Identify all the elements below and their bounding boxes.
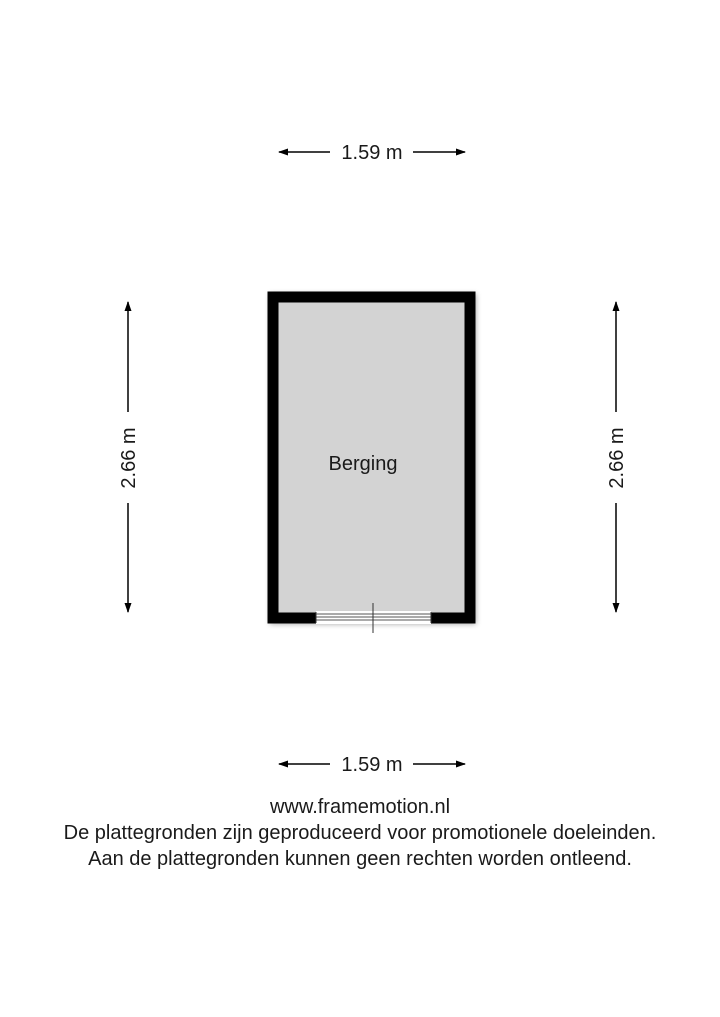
dimension-bottom (279, 754, 465, 776)
room-label: Berging (328, 453, 398, 475)
footer-disclaimer-1: De plattegronden zijn geproduceerd voor promotionele doeleinden. (63, 822, 657, 844)
dimension-top (279, 142, 465, 164)
dimension-left-label: 2.66 m (118, 427, 140, 489)
dimension-right-label: 2.66 m (606, 427, 628, 489)
dimension-left (118, 302, 140, 612)
dimension-right (606, 302, 628, 612)
footer-website: www.framemotion.nl (269, 796, 451, 818)
footer-disclaimer-2: Aan de plattegronden kunnen geen rechten worden ontleend. (88, 848, 632, 870)
dimension-top-label: 1.59 m (341, 142, 403, 164)
dimension-bottom-label: 1.59 m (341, 754, 403, 776)
room-berging (270, 294, 476, 633)
